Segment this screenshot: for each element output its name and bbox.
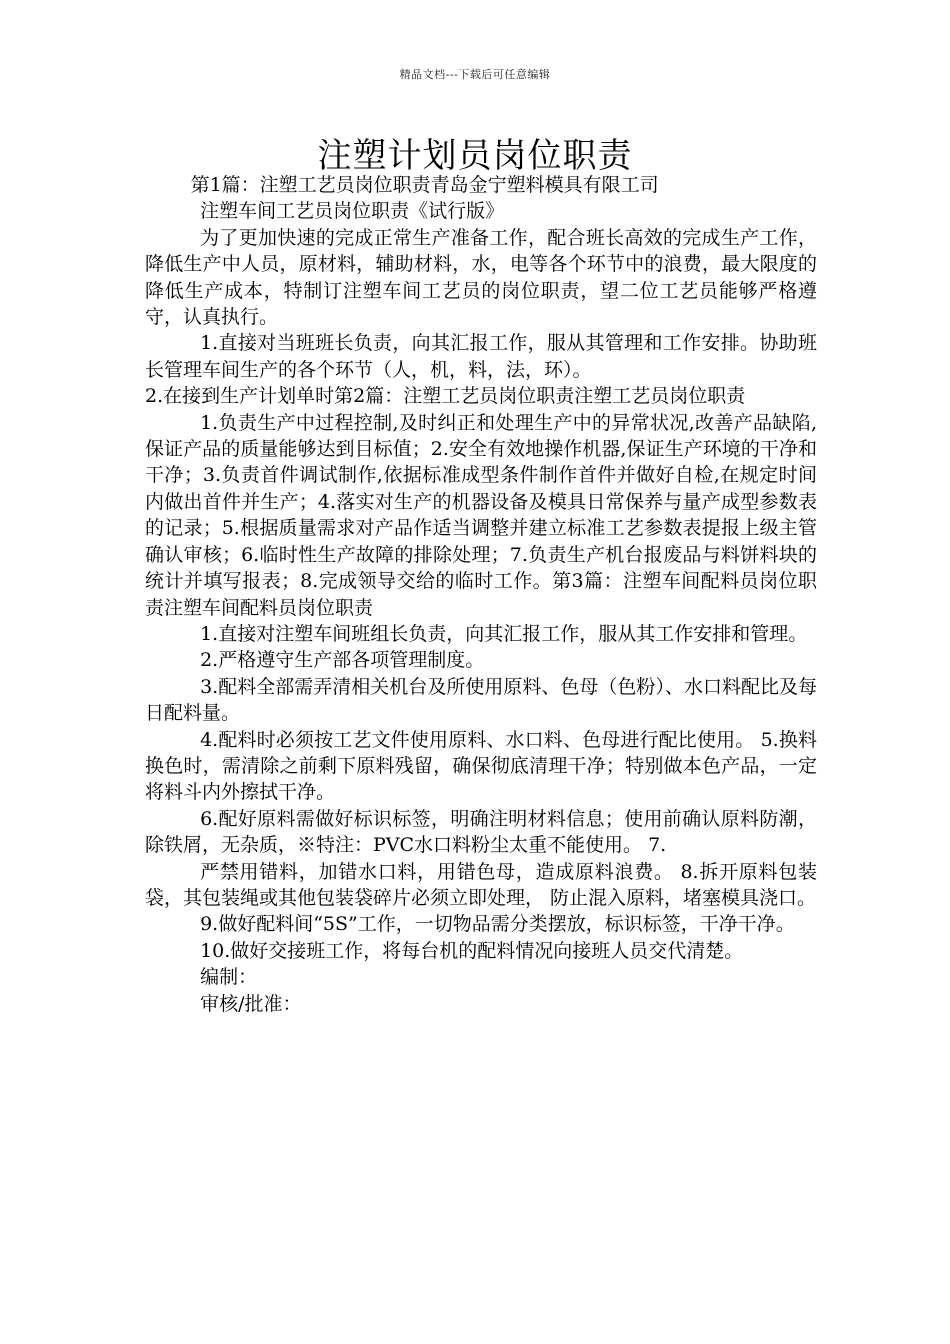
paragraph-part1-heading: 第1篇：注塑工艺员岗位职责青岛金宁塑料模具有限工司 xyxy=(190,174,659,196)
signature-compiled-by: 编制： xyxy=(200,966,258,989)
paragraph-item: 9.做好配料间“5S”工作，一切物品需分类摆放，标识标签，干净干净。 xyxy=(200,913,795,936)
paragraph-item: 3.配料全部需弄清相关机台及所使用原料、色母（色粉）、水口料配比及每日配料量。 xyxy=(145,675,817,725)
paragraph-item: 4.配料时必须按工艺文件使用原料、水口料、色母进行配比使用。 5.换料换色时，需清除之前剩下原料残留，确保彻底清理干净；特别做本色产品，一定将料斗内外擦拭干净。 xyxy=(145,728,817,804)
paragraph-item: 1.直接对注塑车间班组长负责，向其汇报工作，服从其工作安排和管理。 xyxy=(200,622,808,645)
paragraph-item: 6.配好原料需做好标识标签，明确注明材料信息；使用前确认原料防潮，除铁屑，无杂质，※特注：PVC水口料粉尘太重不能使用。 7. xyxy=(145,807,817,857)
paragraph-part2-heading: 2.在接到生产计划单时第2篇：注塑工艺员岗位职责注塑工艺员岗位职责 xyxy=(145,385,746,408)
document-body xyxy=(145,172,817,1017)
signature-reviewed-approved: 审核/批准： xyxy=(200,992,302,1015)
paragraph-intro: 为了更加快速的完成正常生产准备工作，配合班长高效的完成生产工作，降低生产中人员，原材料，辅助材料，水，电等各个环节中的浪费，最大限度的降低生产成本，特制订注塑车间工艺员的岗位职责，望二位工艺员能够严格遵守，认真执行。 xyxy=(145,226,817,329)
document-title: 注塑计划员岗位职责 xyxy=(317,136,633,176)
paragraph-item: 2.严格遵守生产部各项管理制度。 xyxy=(200,649,485,672)
paragraph-item: 10.做好交接班工作，将每台机的配料情况向接班人员交代清楚。 xyxy=(200,939,744,962)
paragraph-item: 严禁用错料，加错水口料，用错色母，造成原料浪费。 8.拆开原料包装袋，其包装绳或其他包装袋碎片必须立即处理， 防止混入原料，堵塞模具浇口。 xyxy=(145,860,817,909)
paragraph-item: 1.负责生产中过程控制,及时纠正和处理生产中的异常状况,改善产品缺陷,保证产品的质量能够达到目标值；2.安全有效地操作机器,保证生产环境的干净和干净；3.负责首件调试制作,依据标准成型条件制作首件并做好自检,在规定时间内做出首件并生产；4.落实对生产的机器设备及模具日常保养与量产成型参数表的记录；5.根据质量需求对产品作适当调整并建立标准工艺参数表提报上级主管确认审核；6.临时性生产故障的排除处理；7.负责生产机台报废品与料饼料块的统计并填写报表；8.完成领导交给的临时工作。第3篇：注塑车间配料员岗位职责注塑车间配料员岗位职责 xyxy=(145,411,817,619)
page-header-note: 精品文档---下载后可任意编辑 xyxy=(399,68,551,81)
paragraph-subtitle: 注塑车间工艺员岗位职责《试行版》 xyxy=(200,200,505,223)
paragraph-item: 1.直接对当班班长负责，向其汇报工作，服从其管理和工作安排。协助班长管理车间生产的各个环节（人，机，料，法，环）。 xyxy=(145,332,817,381)
